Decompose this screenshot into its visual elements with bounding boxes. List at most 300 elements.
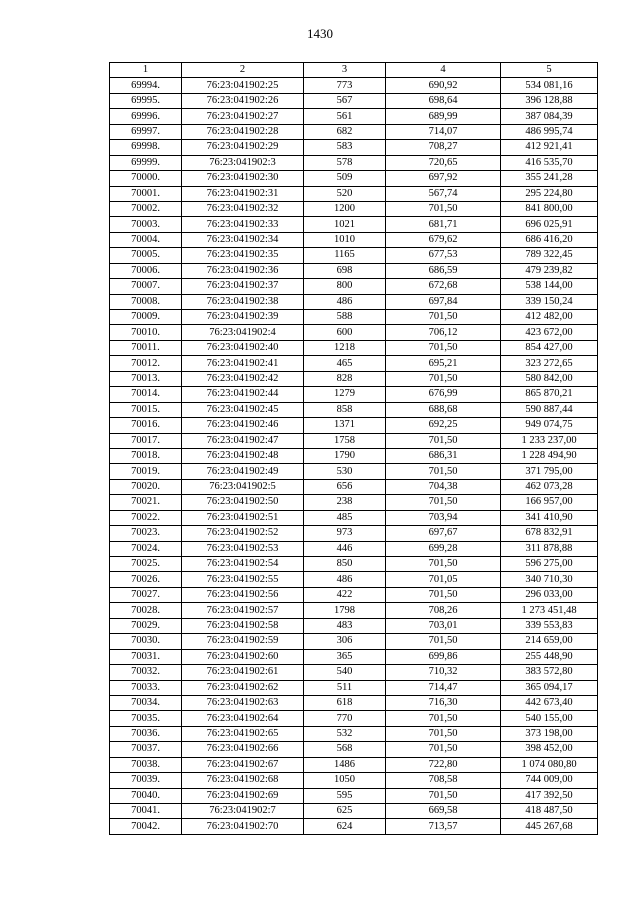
row-number-cell: 70014. [110, 387, 182, 402]
cadastral-number-cell: 76:23:041902:65 [182, 726, 304, 741]
cadastral-number-cell: 76:23:041902:29 [182, 140, 304, 155]
value-cell: 255 448,90 [501, 649, 598, 664]
row-number-cell: 70017. [110, 433, 182, 448]
value-cell: 412 482,00 [501, 310, 598, 325]
area-cell: 656 [304, 479, 386, 494]
table-row [110, 356, 598, 371]
value-cell: 296 033,00 [501, 587, 598, 602]
cadastral-number-cell: 76:23:041902:47 [182, 433, 304, 448]
row-number-cell: 70042. [110, 819, 182, 834]
cadastral-number-cell: 76:23:041902:26 [182, 93, 304, 108]
cadastral-number-cell: 76:23:041902:60 [182, 649, 304, 664]
cadastral-number-cell: 76:23:041902:64 [182, 711, 304, 726]
area-cell: 1021 [304, 217, 386, 232]
value-cell: 789 322,45 [501, 248, 598, 263]
row-number-cell: 70022. [110, 510, 182, 525]
row-number-cell: 70033. [110, 680, 182, 695]
table-row [110, 325, 598, 340]
table-row [110, 263, 598, 278]
area-cell: 540 [304, 665, 386, 680]
value-cell: 396 128,88 [501, 93, 598, 108]
table-row [110, 603, 598, 618]
row-number-cell: 70002. [110, 201, 182, 216]
value-cell: 580 842,00 [501, 371, 598, 386]
row-number-cell: 70037. [110, 742, 182, 757]
value-cell: 416 535,70 [501, 155, 598, 170]
rate-cell: 701,50 [386, 371, 501, 386]
value-cell: 214 659,00 [501, 634, 598, 649]
rate-cell: 710,32 [386, 665, 501, 680]
row-number-cell: 70021. [110, 495, 182, 510]
rate-cell: 698,64 [386, 93, 501, 108]
table-row [110, 186, 598, 201]
row-number-cell: 70034. [110, 695, 182, 710]
rate-cell: 699,86 [386, 649, 501, 664]
value-cell: 383 572,80 [501, 665, 598, 680]
area-cell: 486 [304, 294, 386, 309]
rate-cell: 720,65 [386, 155, 501, 170]
value-cell: 355 241,28 [501, 171, 598, 186]
rate-cell: 701,50 [386, 742, 501, 757]
rate-cell: 701,50 [386, 711, 501, 726]
row-number-cell: 70003. [110, 217, 182, 232]
value-cell: 373 198,00 [501, 726, 598, 741]
table-row [110, 773, 598, 788]
cadastral-number-cell: 76:23:041902:30 [182, 171, 304, 186]
value-cell: 678 832,91 [501, 526, 598, 541]
row-number-cell: 70028. [110, 603, 182, 618]
row-number-cell: 69996. [110, 109, 182, 124]
rate-cell: 701,50 [386, 464, 501, 479]
value-cell: 371 795,00 [501, 464, 598, 479]
table-row [110, 402, 598, 417]
rate-cell: 701,50 [386, 557, 501, 572]
row-number-cell: 70035. [110, 711, 182, 726]
area-cell: 800 [304, 279, 386, 294]
area-cell: 509 [304, 171, 386, 186]
table-row [110, 387, 598, 402]
table-row [110, 510, 598, 525]
row-number-cell: 70020. [110, 479, 182, 494]
value-cell: 949 074,75 [501, 418, 598, 433]
cadastral-number-cell: 76:23:041902:56 [182, 587, 304, 602]
table-row [110, 418, 598, 433]
cadastral-number-cell: 76:23:041902:28 [182, 124, 304, 139]
value-cell: 442 673,40 [501, 695, 598, 710]
area-cell: 568 [304, 742, 386, 757]
table-row [110, 310, 598, 325]
value-cell: 311 878,88 [501, 541, 598, 556]
row-number-cell: 70006. [110, 263, 182, 278]
table-row [110, 634, 598, 649]
column-header: 2 [182, 63, 304, 78]
area-cell: 770 [304, 711, 386, 726]
row-number-cell: 70036. [110, 726, 182, 741]
area-cell: 588 [304, 310, 386, 325]
rate-cell: 704,38 [386, 479, 501, 494]
row-number-cell: 69998. [110, 140, 182, 155]
area-cell: 446 [304, 541, 386, 556]
table-row [110, 618, 598, 633]
value-cell: 596 275,00 [501, 557, 598, 572]
table-row [110, 726, 598, 741]
rate-cell: 697,92 [386, 171, 501, 186]
area-cell: 1758 [304, 433, 386, 448]
row-number-cell: 69994. [110, 78, 182, 93]
cadastral-number-cell: 76:23:041902:69 [182, 788, 304, 803]
row-number-cell: 70000. [110, 171, 182, 186]
cadastral-number-cell: 76:23:041902:67 [182, 757, 304, 772]
cadastral-number-cell: 76:23:041902:41 [182, 356, 304, 371]
cadastral-number-cell: 76:23:041902:31 [182, 186, 304, 201]
rate-cell: 692,25 [386, 418, 501, 433]
area-cell: 1790 [304, 448, 386, 463]
area-cell: 773 [304, 78, 386, 93]
rate-cell: 703,94 [386, 510, 501, 525]
rate-cell: 701,05 [386, 572, 501, 587]
row-number-cell: 70025. [110, 557, 182, 572]
rate-cell: 699,28 [386, 541, 501, 556]
cadastral-number-cell: 76:23:041902:63 [182, 695, 304, 710]
cadastral-number-cell: 76:23:041902:59 [182, 634, 304, 649]
area-cell: 238 [304, 495, 386, 510]
rate-cell: 716,30 [386, 695, 501, 710]
value-cell: 365 094,17 [501, 680, 598, 695]
table-row [110, 788, 598, 803]
row-number-cell: 70039. [110, 773, 182, 788]
table-row [110, 124, 598, 139]
cadastral-number-cell: 76:23:041902:55 [182, 572, 304, 587]
cadastral-number-cell: 76:23:041902:61 [182, 665, 304, 680]
cadastral-number-cell: 76:23:041902:40 [182, 340, 304, 355]
row-number-cell: 69999. [110, 155, 182, 170]
cadastral-number-cell: 76:23:041902:36 [182, 263, 304, 278]
table-row [110, 711, 598, 726]
cadastral-number-cell: 76:23:041902:68 [182, 773, 304, 788]
area-cell: 486 [304, 572, 386, 587]
cadastral-number-cell: 76:23:041902:4 [182, 325, 304, 340]
value-cell: 339 553,83 [501, 618, 598, 633]
table-row [110, 695, 598, 710]
rate-cell: 681,71 [386, 217, 501, 232]
table-row [110, 371, 598, 386]
area-cell: 828 [304, 371, 386, 386]
cadastral-number-cell: 76:23:041902:3 [182, 155, 304, 170]
area-cell: 465 [304, 356, 386, 371]
rate-cell: 669,58 [386, 804, 501, 819]
row-number-cell: 69995. [110, 93, 182, 108]
area-cell: 595 [304, 788, 386, 803]
value-cell: 841 800,00 [501, 201, 598, 216]
area-cell: 624 [304, 819, 386, 834]
row-number-cell: 70004. [110, 232, 182, 247]
row-number-cell: 70032. [110, 665, 182, 680]
rate-cell: 708,26 [386, 603, 501, 618]
rate-cell: 708,27 [386, 140, 501, 155]
cadastral-number-cell: 76:23:041902:48 [182, 448, 304, 463]
table-row [110, 680, 598, 695]
area-cell: 682 [304, 124, 386, 139]
rate-cell: 722,80 [386, 757, 501, 772]
rate-cell: 701,50 [386, 310, 501, 325]
area-cell: 1165 [304, 248, 386, 263]
cadastral-number-cell: 76:23:041902:5 [182, 479, 304, 494]
area-cell: 850 [304, 557, 386, 572]
table-row [110, 804, 598, 819]
rate-cell: 686,31 [386, 448, 501, 463]
area-cell: 532 [304, 726, 386, 741]
cadastral-number-cell: 76:23:041902:50 [182, 495, 304, 510]
area-cell: 365 [304, 649, 386, 664]
rate-cell: 713,57 [386, 819, 501, 834]
value-cell: 387 084,39 [501, 109, 598, 124]
value-cell: 323 272,65 [501, 356, 598, 371]
table-row [110, 294, 598, 309]
cadastral-number-cell: 76:23:041902:66 [182, 742, 304, 757]
table-row [110, 587, 598, 602]
value-cell: 865 870,21 [501, 387, 598, 402]
row-number-cell: 70040. [110, 788, 182, 803]
rate-cell: 714,47 [386, 680, 501, 695]
column-header: 1 [110, 63, 182, 78]
value-cell: 339 150,24 [501, 294, 598, 309]
rate-cell: 677,53 [386, 248, 501, 263]
row-number-cell: 69997. [110, 124, 182, 139]
rate-cell: 701,50 [386, 587, 501, 602]
row-number-cell: 70031. [110, 649, 182, 664]
value-cell: 423 672,00 [501, 325, 598, 340]
area-cell: 1486 [304, 757, 386, 772]
area-cell: 578 [304, 155, 386, 170]
table-row [110, 819, 598, 834]
area-cell: 511 [304, 680, 386, 695]
area-cell: 567 [304, 93, 386, 108]
table-row [110, 155, 598, 170]
cadastral-number-cell: 76:23:041902:46 [182, 418, 304, 433]
table-row [110, 78, 598, 93]
table-row [110, 464, 598, 479]
value-cell: 417 392,50 [501, 788, 598, 803]
table-row [110, 448, 598, 463]
rate-cell: 672,68 [386, 279, 501, 294]
column-header: 4 [386, 63, 501, 78]
rate-cell: 714,07 [386, 124, 501, 139]
area-cell: 583 [304, 140, 386, 155]
value-cell: 398 452,00 [501, 742, 598, 757]
row-number-cell: 70012. [110, 356, 182, 371]
cadastral-number-cell: 76:23:041902:62 [182, 680, 304, 695]
cadastral-number-cell: 76:23:041902:57 [182, 603, 304, 618]
rate-cell: 706,12 [386, 325, 501, 340]
rate-cell: 701,50 [386, 788, 501, 803]
cadastral-number-cell: 76:23:041902:39 [182, 310, 304, 325]
rate-cell: 688,68 [386, 402, 501, 417]
value-cell: 295 224,80 [501, 186, 598, 201]
table-row [110, 248, 598, 263]
area-cell: 625 [304, 804, 386, 819]
cadastral-number-cell: 76:23:041902:34 [182, 232, 304, 247]
area-cell: 600 [304, 325, 386, 340]
row-number-cell: 70018. [110, 448, 182, 463]
table-row [110, 495, 598, 510]
row-number-cell: 70016. [110, 418, 182, 433]
rate-cell: 676,99 [386, 387, 501, 402]
row-number-cell: 70013. [110, 371, 182, 386]
cadastral-number-cell: 76:23:041902:42 [182, 371, 304, 386]
table-row [110, 93, 598, 108]
row-number-cell: 70008. [110, 294, 182, 309]
cadastral-number-cell: 76:23:041902:25 [182, 78, 304, 93]
table-row [110, 665, 598, 680]
row-number-cell: 70024. [110, 541, 182, 556]
rate-cell: 701,50 [386, 634, 501, 649]
table-row [110, 479, 598, 494]
area-cell: 1218 [304, 340, 386, 355]
cadastral-number-cell: 76:23:041902:7 [182, 804, 304, 819]
rate-cell: 690,92 [386, 78, 501, 93]
value-cell: 341 410,90 [501, 510, 598, 525]
table-row [110, 572, 598, 587]
value-cell: 534 081,16 [501, 78, 598, 93]
cadastral-number-cell: 76:23:041902:45 [182, 402, 304, 417]
row-number-cell: 70019. [110, 464, 182, 479]
rate-cell: 695,21 [386, 356, 501, 371]
cadastral-number-cell: 76:23:041902:37 [182, 279, 304, 294]
value-cell: 1 233 237,00 [501, 433, 598, 448]
value-cell: 418 487,50 [501, 804, 598, 819]
cadastral-number-cell: 76:23:041902:38 [182, 294, 304, 309]
table-row [110, 557, 598, 572]
table-row [110, 526, 598, 541]
table-header [110, 63, 598, 78]
table-row [110, 433, 598, 448]
value-cell: 744 009,00 [501, 773, 598, 788]
rate-cell: 567,74 [386, 186, 501, 201]
area-cell: 530 [304, 464, 386, 479]
area-cell: 858 [304, 402, 386, 417]
row-number-cell: 70041. [110, 804, 182, 819]
table-row [110, 232, 598, 247]
column-header: 3 [304, 63, 386, 78]
value-cell: 1 273 451,48 [501, 603, 598, 618]
table-row [110, 649, 598, 664]
row-number-cell: 70030. [110, 634, 182, 649]
rate-cell: 689,99 [386, 109, 501, 124]
rate-cell: 697,67 [386, 526, 501, 541]
value-cell: 686 416,20 [501, 232, 598, 247]
row-number-cell: 70023. [110, 526, 182, 541]
area-cell: 1371 [304, 418, 386, 433]
value-cell: 538 144,00 [501, 279, 598, 294]
area-cell: 483 [304, 618, 386, 633]
value-cell: 412 921,41 [501, 140, 598, 155]
row-number-cell: 70010. [110, 325, 182, 340]
value-cell: 166 957,00 [501, 495, 598, 510]
table-row [110, 757, 598, 772]
row-number-cell: 70015. [110, 402, 182, 417]
row-number-cell: 70027. [110, 587, 182, 602]
row-number-cell: 70005. [110, 248, 182, 263]
row-number-cell: 70029. [110, 618, 182, 633]
table-row [110, 171, 598, 186]
cadastral-number-cell: 76:23:041902:52 [182, 526, 304, 541]
page-number: 1430 [307, 26, 333, 41]
data-table [109, 62, 598, 835]
row-number-cell: 70009. [110, 310, 182, 325]
rate-cell: 697,84 [386, 294, 501, 309]
rate-cell: 701,50 [386, 340, 501, 355]
cadastral-number-cell: 76:23:041902:44 [182, 387, 304, 402]
value-cell: 462 073,28 [501, 479, 598, 494]
cadastral-number-cell: 76:23:041902:58 [182, 618, 304, 633]
rate-cell: 686,59 [386, 263, 501, 278]
cadastral-number-cell: 76:23:041902:27 [182, 109, 304, 124]
cadastral-number-cell: 76:23:041902:35 [182, 248, 304, 263]
rate-cell: 701,50 [386, 201, 501, 216]
value-cell: 445 267,68 [501, 819, 598, 834]
table-row [110, 217, 598, 232]
area-cell: 561 [304, 109, 386, 124]
area-cell: 1200 [304, 201, 386, 216]
area-cell: 1050 [304, 773, 386, 788]
cadastral-number-cell: 76:23:041902:53 [182, 541, 304, 556]
rate-cell: 701,50 [386, 495, 501, 510]
area-cell: 1010 [304, 232, 386, 247]
value-cell: 696 025,91 [501, 217, 598, 232]
value-cell: 340 710,30 [501, 572, 598, 587]
cadastral-number-cell: 76:23:041902:33 [182, 217, 304, 232]
cadastral-number-cell: 76:23:041902:70 [182, 819, 304, 834]
table-row [110, 340, 598, 355]
cadastral-number-cell: 76:23:041902:32 [182, 201, 304, 216]
table-row [110, 140, 598, 155]
table-row [110, 279, 598, 294]
rate-cell: 679,62 [386, 232, 501, 247]
row-number-cell: 70001. [110, 186, 182, 201]
value-cell: 590 887,44 [501, 402, 598, 417]
table-row [110, 742, 598, 757]
value-cell: 1 074 080,80 [501, 757, 598, 772]
value-cell: 479 239,82 [501, 263, 598, 278]
area-cell: 1798 [304, 603, 386, 618]
area-cell: 1279 [304, 387, 386, 402]
row-number-cell: 70038. [110, 757, 182, 772]
row-number-cell: 70026. [110, 572, 182, 587]
cadastral-number-cell: 76:23:041902:49 [182, 464, 304, 479]
value-cell: 486 995,74 [501, 124, 598, 139]
value-cell: 540 155,00 [501, 711, 598, 726]
table-row [110, 109, 598, 124]
column-header: 5 [501, 63, 598, 78]
row-number-cell: 70011. [110, 340, 182, 355]
rate-cell: 701,50 [386, 433, 501, 448]
table-body [110, 78, 598, 834]
rate-cell: 708,58 [386, 773, 501, 788]
rate-cell: 701,50 [386, 726, 501, 741]
area-cell: 485 [304, 510, 386, 525]
value-cell: 854 427,00 [501, 340, 598, 355]
area-cell: 306 [304, 634, 386, 649]
cadastral-number-cell: 76:23:041902:54 [182, 557, 304, 572]
cadastral-number-cell: 76:23:041902:51 [182, 510, 304, 525]
area-cell: 698 [304, 263, 386, 278]
row-number-cell: 70007. [110, 279, 182, 294]
area-cell: 520 [304, 186, 386, 201]
area-cell: 973 [304, 526, 386, 541]
table-row [110, 201, 598, 216]
rate-cell: 703,01 [386, 618, 501, 633]
header-row [110, 63, 598, 78]
